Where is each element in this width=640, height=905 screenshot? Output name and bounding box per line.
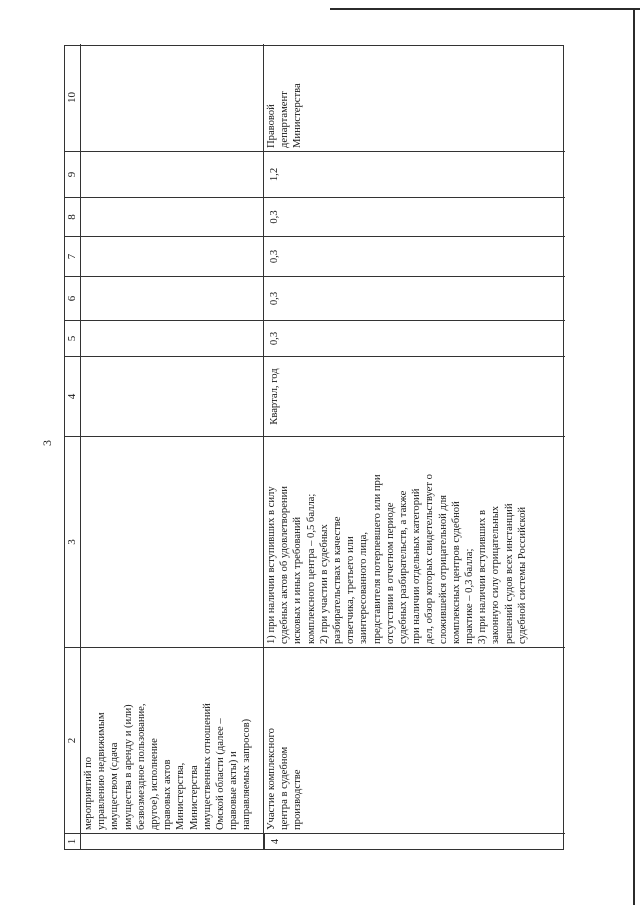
- header-col-7: 7: [65, 236, 81, 276]
- header-col-9: 9: [65, 151, 81, 197]
- header-col-4: 4: [65, 356, 81, 436]
- row1-col8: [81, 197, 264, 236]
- row1-col9: [81, 151, 264, 197]
- row2-num: 4: [264, 833, 565, 849]
- header-col-8: 8: [65, 197, 81, 236]
- row1-criterion: мероприятий по управлению недвижимым имуществом (сдача имущества в аренду и (или) безвозмездное пользование, другое), исполнение правовых актов Министерства, Министерства имущественных отношений Омской области (далее – правовые акты) и направляемых запросов): [81, 647, 264, 833]
- page-number: 3: [40, 440, 54, 446]
- row2-criterion: Участие комплексного центра в судебном производстве: [264, 647, 565, 833]
- header-col-1: 1: [65, 833, 81, 849]
- row2-col6: 0,3: [264, 276, 565, 320]
- row2-period: Квартал, год: [264, 356, 565, 436]
- row2-method: 1) при наличии вступивших в силу судебных актов об удовлетворении исковых и иных требований комплексного центра – 0,5 балла; 2) при участии в судебных разбирательствах в качестве ответчика, третьего или заинтересованного лица, представителя потерпевшего или при отсутствии в отчетном периоде судебных разбирательств, а также при наличии отдельных категорий дел, обзор которых свидетельствует о сложившейся отрицательной для комплексных центров судебной практике – 0,3 балла; 3) при наличии вступивших в законную силу отрицательных решений судов всех инстанций судебной системы Российской: [264, 436, 565, 647]
- row2-col9: 1,2: [264, 151, 565, 197]
- criteria-table: [64, 45, 564, 850]
- header-col-10: 10: [65, 44, 81, 151]
- row2-col5: 0,3: [264, 320, 565, 356]
- row1-num: [81, 833, 264, 849]
- header-col-6: 6: [65, 276, 81, 320]
- header-col-3: 3: [65, 436, 81, 647]
- row2-col7: 0,3: [264, 236, 565, 276]
- row1-col7: [81, 236, 264, 276]
- row1-method: [81, 436, 264, 647]
- top-edge-line: [330, 8, 640, 10]
- row1-col5: [81, 320, 264, 356]
- right-edge-line: [633, 8, 635, 905]
- header-col-5: 5: [65, 320, 81, 356]
- row2-col8: 0,3: [264, 197, 565, 236]
- row1-responsible: [81, 44, 264, 151]
- row1-col6: [81, 276, 264, 320]
- row2-responsible: Правовой департамент Министерства: [266, 83, 304, 148]
- header-col-2: 2: [65, 647, 81, 833]
- row1-period: [81, 356, 264, 436]
